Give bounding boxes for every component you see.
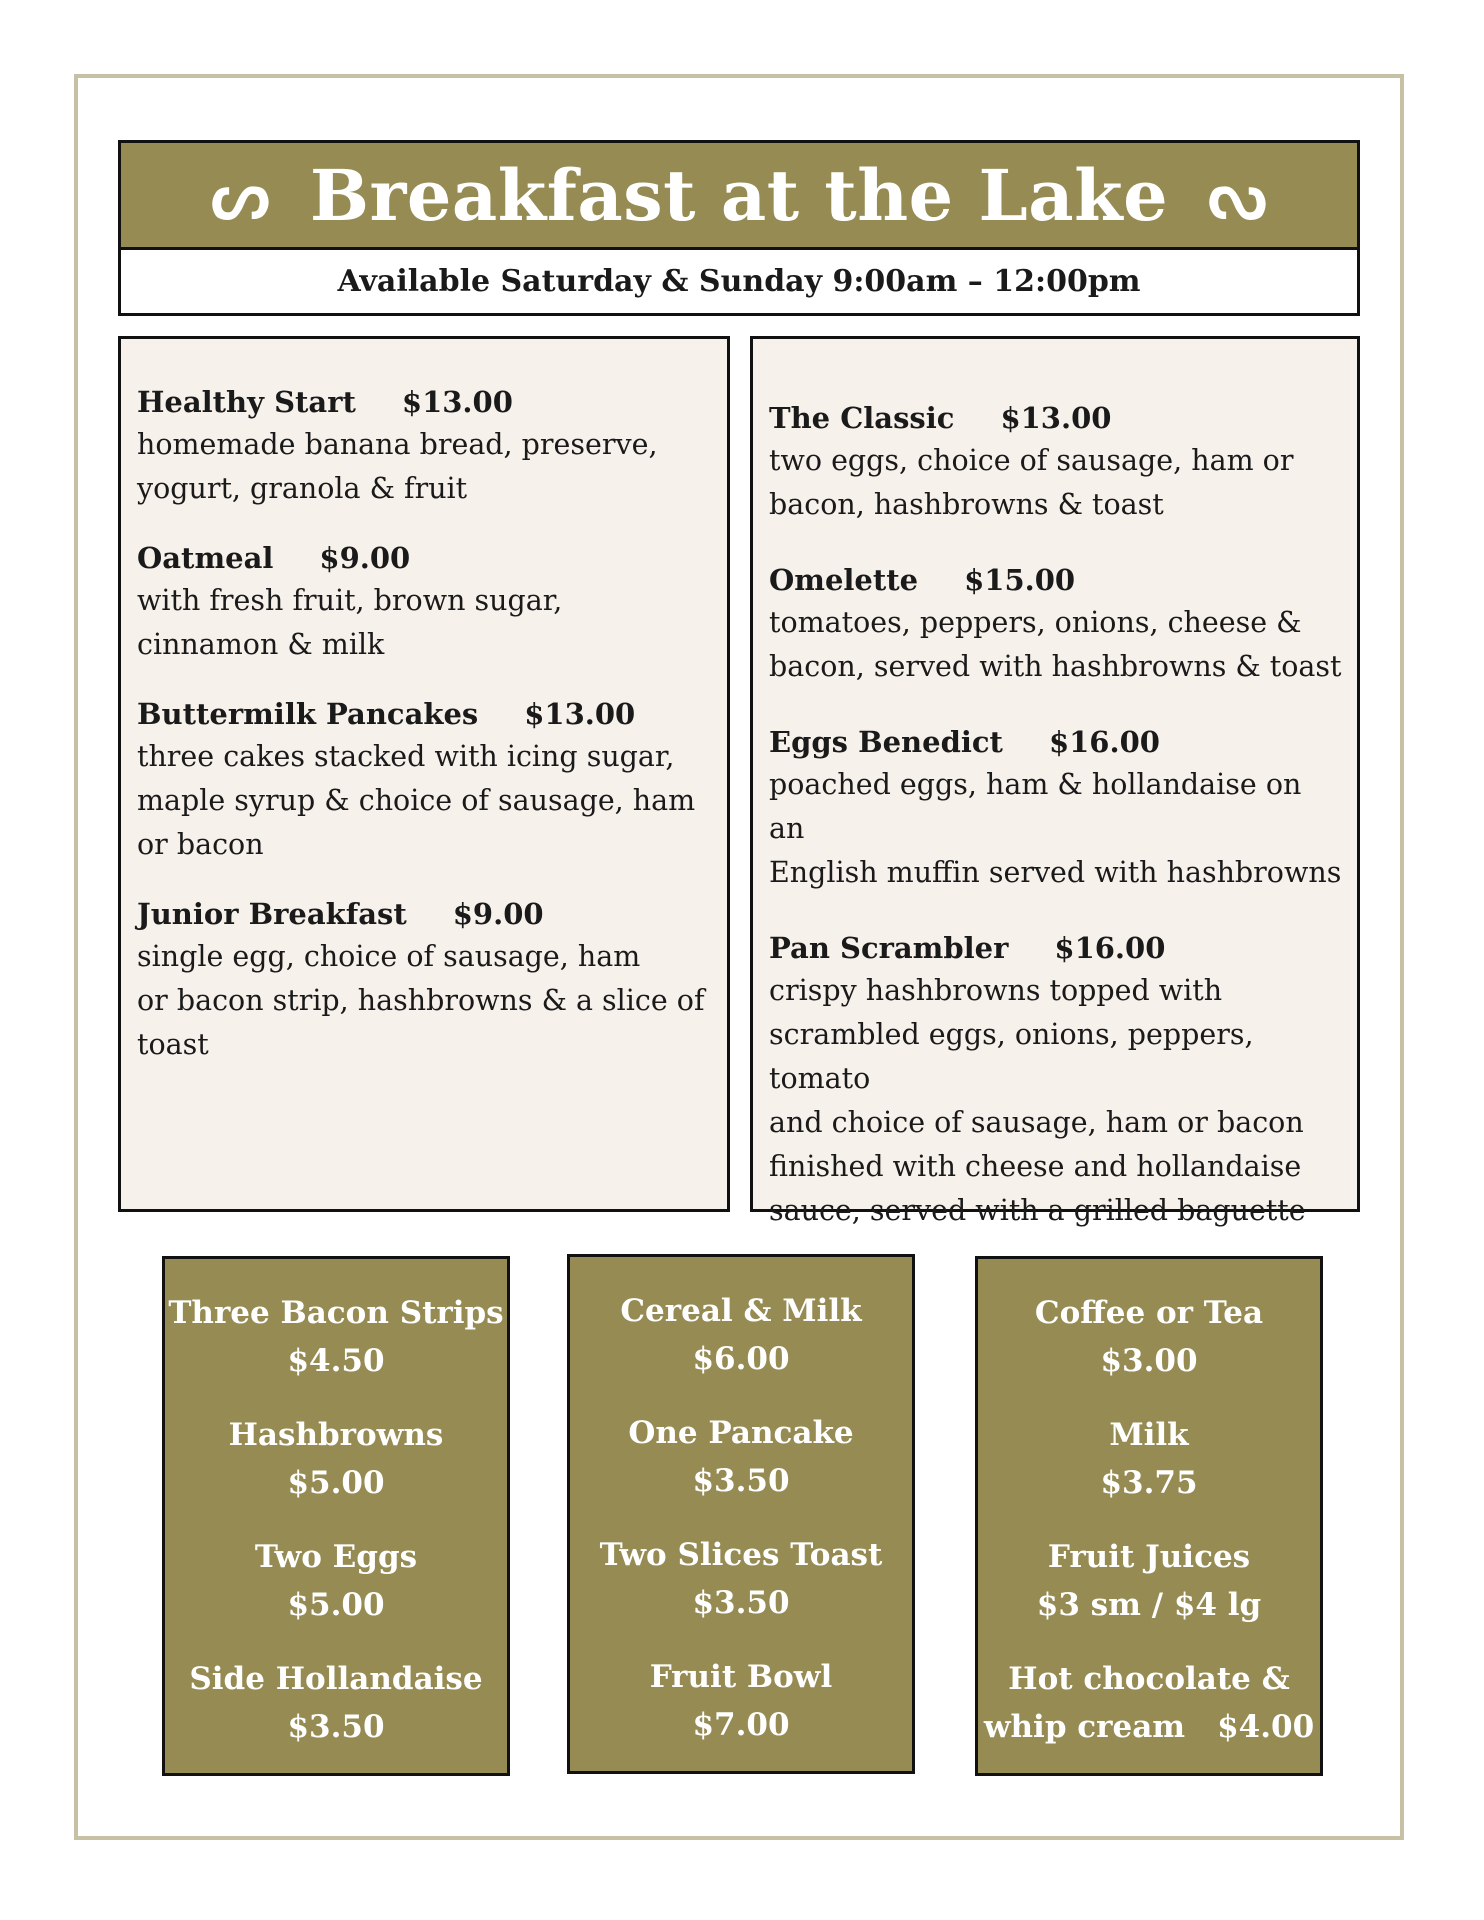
side-item: Cereal & Milk $6.00 — [620, 1293, 862, 1377]
item-price: $13.00 — [524, 697, 636, 731]
side-item: Milk $3.75 — [1100, 1417, 1198, 1501]
menu-item — [769, 397, 1343, 527]
item-price: $13.00 — [401, 385, 513, 419]
side-item: Hot chocolate & whip cream $4.00 — [983, 1661, 1315, 1745]
sides-box-meats — [162, 1256, 510, 1776]
item-description: tomatoes, peppers, onions, cheese & bacon, served with hashbrowns & toast — [769, 606, 1342, 683]
side-item: Side Hollandaise $3.50 — [189, 1661, 483, 1745]
menu-item — [769, 721, 1343, 895]
item-description: single egg, choice of sausage, ham or bacon strip, hashbrowns & a slice of toast — [137, 940, 705, 1061]
menu-item — [769, 927, 1343, 1233]
side-item: Fruit Juices $3 sm / $4 lg — [1036, 1539, 1262, 1623]
menu-item — [137, 893, 713, 1067]
side-item: Coffee or Tea $3.00 — [1034, 1295, 1264, 1379]
left-menu-panel — [118, 336, 730, 1212]
side-item: Fruit Bowl $7.00 — [649, 1659, 833, 1743]
sides-box-extras — [567, 1254, 915, 1774]
menu-item — [137, 537, 713, 667]
item-name: Omelette — [769, 563, 919, 597]
item-description: three cakes stacked with icing sugar, maple syrup & choice of sausage, ham or bacon — [137, 740, 696, 861]
item-price: $9.00 — [452, 897, 544, 931]
item-name: Pan Scrambler — [769, 931, 1009, 965]
sides-box-drinks — [975, 1256, 1323, 1776]
swirl-ornament-right-icon: ᔕ — [1208, 156, 1268, 234]
swirl-ornament-left-icon: ᔕ — [210, 156, 270, 234]
side-item: Three Bacon Strips $4.50 — [168, 1295, 504, 1379]
item-price: $16.00 — [1054, 931, 1166, 965]
item-description: with fresh fruit, brown sugar, cinnamon & milk — [137, 584, 563, 661]
item-description: poached eggs, ham & hollandaise on an English muffin served with hashbrowns — [769, 768, 1342, 889]
hours-banner — [118, 250, 1360, 316]
item-description: crispy hashbrowns topped with scrambled eggs, onions, peppers, tomato and choice of sausage, ham or bacon finished with cheese and hollandaise sauce, served with a grilled baguette — [769, 974, 1306, 1227]
item-name: Healthy Start — [137, 385, 356, 419]
side-item: Hashbrowns $5.00 — [228, 1417, 444, 1501]
item-price: $16.00 — [1048, 725, 1160, 759]
title-banner — [118, 140, 1360, 250]
right-menu-panel — [750, 336, 1360, 1227]
item-name: The Classic — [769, 401, 955, 435]
hours-text: Available Saturday & Sunday 9:00am – 12:00pm — [337, 264, 1141, 299]
side-item: Two Slices Toast $3.50 — [599, 1537, 883, 1621]
item-name: Junior Breakfast — [137, 897, 407, 931]
menu-item — [769, 559, 1343, 689]
item-price: $15.00 — [964, 563, 1076, 597]
item-price: $9.00 — [319, 541, 411, 575]
item-name: Eggs Benedict — [769, 725, 1003, 759]
item-name: Oatmeal — [137, 541, 274, 575]
side-item: Two Eggs $5.00 — [254, 1539, 418, 1623]
page-title: Breakfast at the Lake — [309, 153, 1169, 237]
menu-item — [137, 381, 713, 511]
item-description: two eggs, choice of sausage, ham or bacon, hashbrowns & toast — [769, 444, 1294, 521]
item-price: $13.00 — [1000, 401, 1112, 435]
menu-item — [137, 693, 713, 867]
side-item: One Pancake $3.50 — [628, 1415, 854, 1499]
item-name: Buttermilk Pancakes — [137, 697, 479, 731]
item-description: homemade banana bread, preserve, yogurt, granola & fruit — [137, 428, 658, 505]
